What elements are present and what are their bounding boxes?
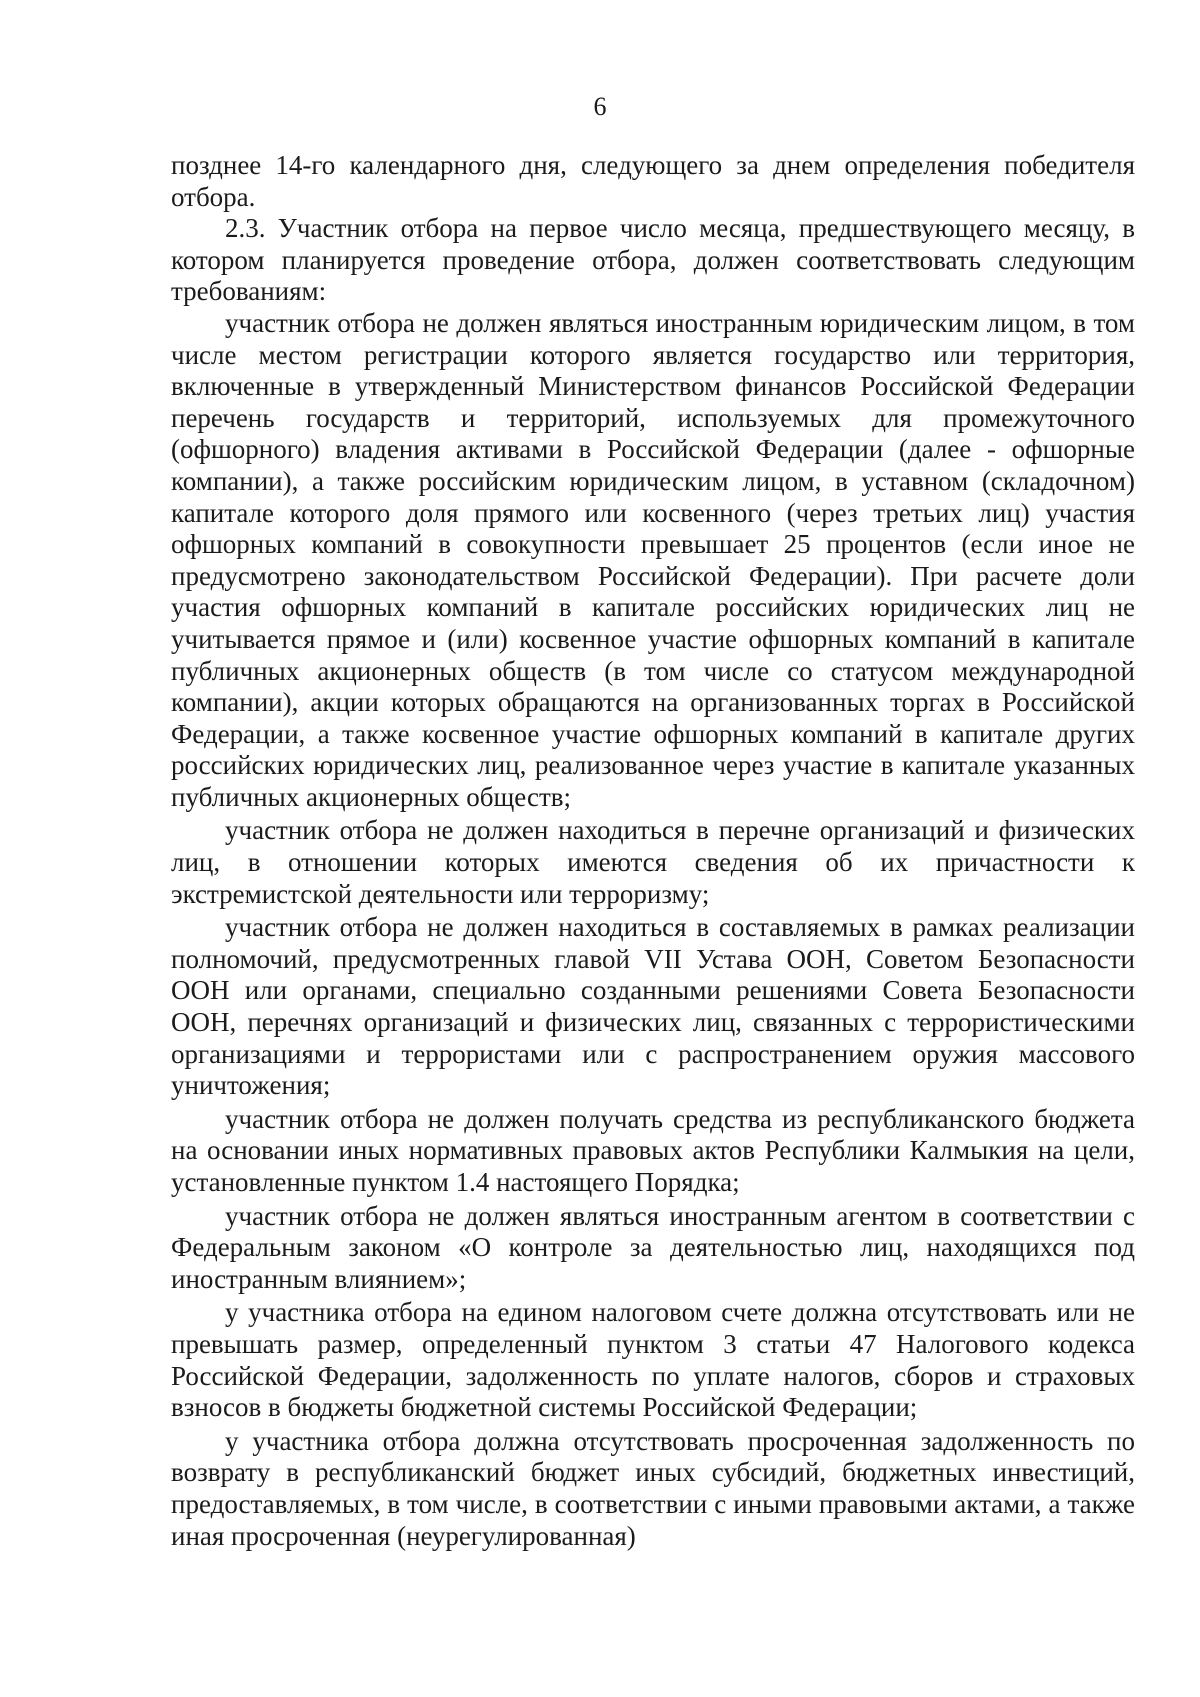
paragraph-un-security-council: участник отбора не должен находиться в составляемых в рамках реализации полномочий, предусмотренных главой VII Устава ООН, Советом Безопасности ООН или органами, специально созданными решениями Совета Безопасности ООН, перечнях организаций и физических лиц, связанных с террористическими организациями и террористами или с распространением оружия массового уничтожения; [171,912,1135,1101]
paragraph-republican-budget: участник отбора не должен получать средства из республиканского бюджета на основании иных нормативных правовых актов Республики Калмыкия на цели, установленные пунктом 1.4 настоящего Порядка; [171,1103,1135,1197]
paragraph-section-2-3: 2.3. Участник отбора на первое число месяца, предшествующего месяцу, в котором планируется проведение отбора, должен соответствовать следующим требованиям: [171,213,1135,307]
paragraph-foreign-agent: участник отбора не должен являться иностранным агентом в соответствии с Федеральным законом «О контроле за деятельностью лиц, находящихся под иностранным влиянием»; [171,1200,1135,1294]
page-number: 6 [593,92,607,121]
paragraph-tax-debt: у участника отбора на едином налоговом счете должна отсутствовать или не превышать размер, определенный пунктом 3 статьи 47 Налогового кодекса Российской Федерации, задолженность по уплате налогов, сборов и страховых взносов в бюджеты бюджетной системы Российской Федерации; [171,1297,1135,1423]
document-body [171,150,1135,1552]
paragraph-extremism-list: участник отбора не должен находиться в перечне организаций и физических лиц, в отношении которых имеются сведения об их причастности к экстремистской деятельности или терроризму; [171,815,1135,909]
paragraph-continuation: позднее 14-го календарного дня, следующего за днем определения победителя отбора. [171,150,1135,212]
paragraph-overdue-debt: у участника отбора должна отсутствовать просроченная задолженность по возврату в республиканский бюджет иных субсидий, бюджетных инвестиций, предоставляемых, в том числе, в соответствии с иными правовыми актами, а также иная просроченная (неурегулированная) [171,1425,1135,1551]
paragraph-offshore-requirement: участник отбора не должен являться иностранным юридическим лицом, в том числе местом регистрации которого является государство или территория, включенные в утвержденный Министерством финансов Российской Федерации перечень государств и территорий, используемых для промежуточного (офшорного) владения активами в Российской Федерации (далее - офшорные компании), а также российским юридическим лицом, в уставном (складочном) капитале которого доля прямого или косвенного (через третьих лиц) участия офшорных компаний в совокупности превышает 25 процентов (если иное не предусмотрено законодательством Российской Федерации). При расчете доли участия офшорных компаний в капитале российских юридических лиц не учитывается прямое и (или) косвенное участие офшорных компаний в капитале публичных акционерных обществ (в том числе со статусом международной компании), акции которых обращаются на организованных торгах в Российской Федерации, а также косвенное участие офшорных компаний в капитале других российских юридических лиц, реализованное через участие в капитале указанных публичных акционерных обществ; [171,307,1135,812]
